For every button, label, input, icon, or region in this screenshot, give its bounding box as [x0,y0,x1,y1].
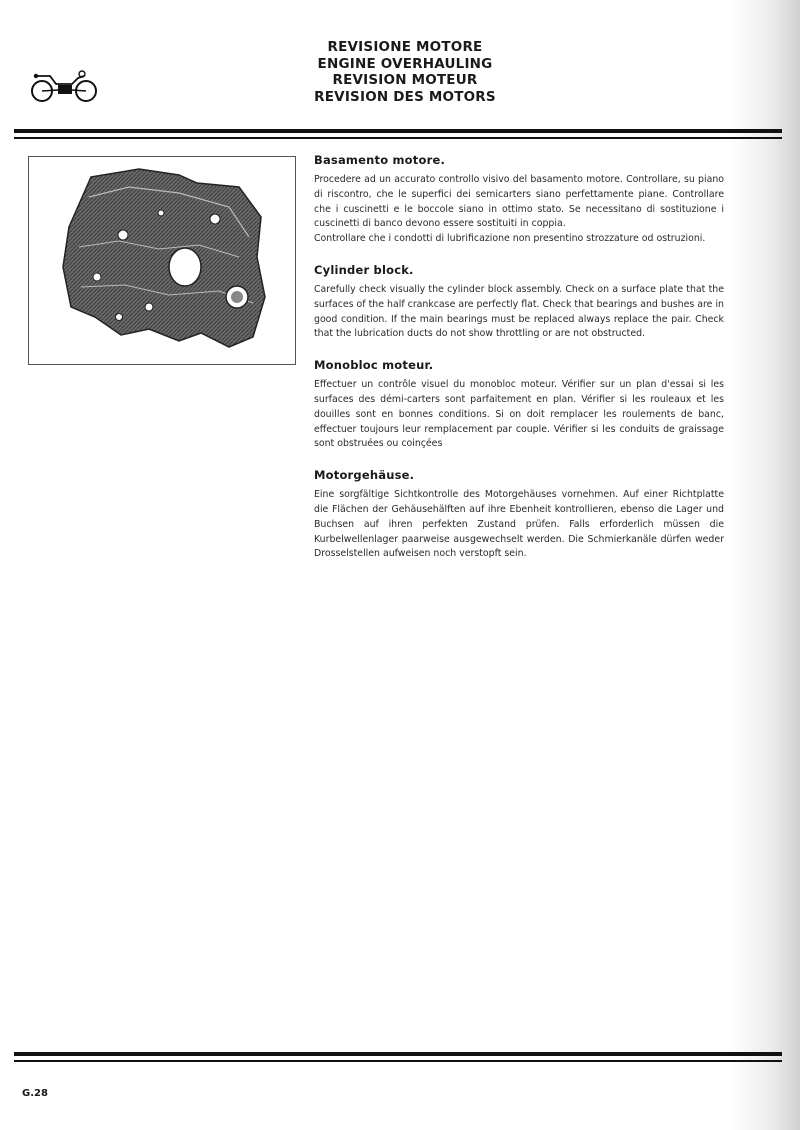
section-title: Basamento motore. [314,153,446,167]
motorcycle-logo-icon [28,70,100,104]
section-title: Monobloc moteur. [314,358,434,373]
header-line-de: REVISION DES MOTORS [314,88,496,105]
page-number: G.28 [22,1088,48,1099]
crankcase-illustration [29,157,295,364]
scan-shadow-edge [730,0,800,1130]
section-title: Motorgehäuse. [314,468,415,483]
section-paragraph: Carefully check visually the cylinder block assembly. Check on a surface plate that the surfaces of the half crankcase are perfectly flat. Check that bearings and bushes are in good condition. If the main bearings must be replaced always replace the pair. Check that the lubrication ducts do not show throttling or are not obstructed. [314,283,724,340]
section-italian [314,153,724,247]
figure-frame [28,156,296,365]
top-rule-thick [14,129,782,133]
section-paragraph: Eine sorgfältige Sichtkontrolle des Motorgehäuses vornehmen. Auf einer Richtplatte die Flächen der Gehäusehälften auf ihre Ebenheit kontrollieren, ebenso die Lager und Buchsen auf ihren perfekten Zustand prüfen. Falls erforderlich müssen die Kurbelwellenlager paarweise ausgewechselt werden. Die Schmierkanäle dürfen weder Drosselstellen aufweisen noch verstopft sein. [314,489,724,560]
section-english [314,263,724,342]
section-title: Cylinder block. [314,262,414,277]
section-paragraph: Controllare che i condotti di lubrificazione non presentino strozzature od ostruzioni. [314,233,706,245]
section-paragraph: Effectuer un contrôle visuel du monobloc moteur. Vérifier sur un plan d'essai si les surfaces des démi-carters sont parfaitement en plan. Vérifier si les rouleaux et les douilles sont en bonnes conditions. Si on doit remplacer les roulements de banc, effectuer toujours leur remplacement par couple. Vérifier si les conduits de graissage sont obstruées ou coinçées [314,379,724,450]
section-german [314,468,724,562]
content-column [314,153,724,578]
top-rule-thin [14,137,782,139]
page-header [290,39,520,105]
bottom-rule-thick [14,1052,782,1056]
header-line-fr: REVISION MOTEUR [332,72,478,88]
section-paragraph: Procedere ad un accurato controllo visivo del basamento motore. Controllare, su piano di riscontro, che le superfici dei semicarters siano perfettamente piane. Controllare che i cuscinetti e le boccole siano in ottimo stato. Se necessitano di sostituzione i cuscinetti di banco devono essere sostituiti in coppia. [314,174,724,230]
bottom-rule-thin [14,1060,782,1062]
section-french [314,358,724,452]
header-line-en: ENGINE OVERHAULING [317,55,493,72]
header-line-it: REVISIONE MOTORE [327,39,483,55]
